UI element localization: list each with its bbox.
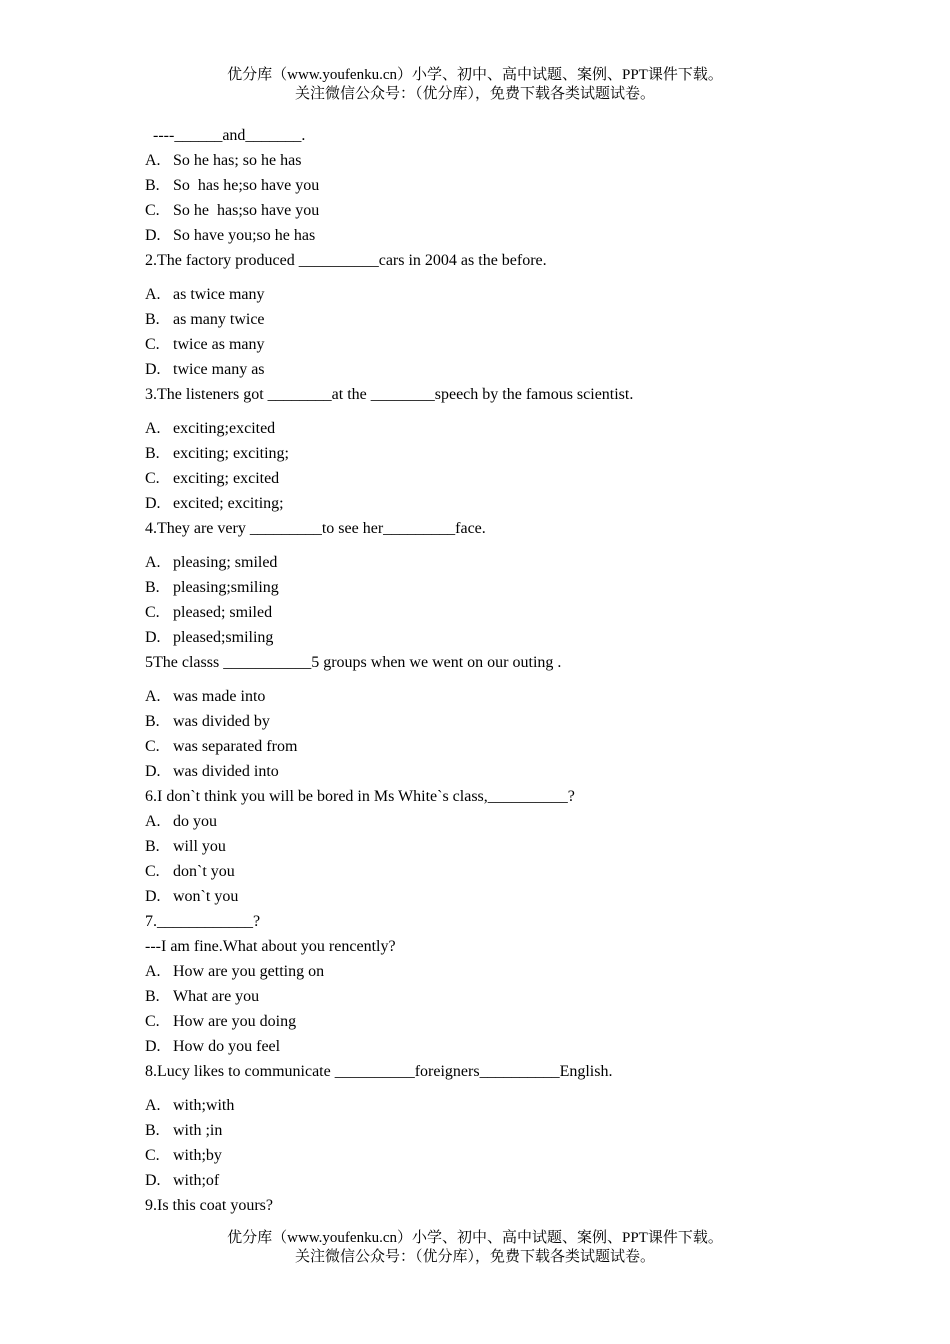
option-letter: A. [145, 152, 161, 169]
q4-stem: 4.They are very _________to see her_________face. [145, 520, 486, 537]
option-letter: C. [145, 470, 160, 487]
option-letter: D. [145, 1038, 161, 1055]
q1-option-c [145, 201, 865, 226]
option-letter: D. [145, 227, 161, 244]
q7-option-d [145, 1037, 865, 1062]
option-text: exciting; exciting; [173, 445, 289, 462]
option-letter: C. [145, 1013, 160, 1030]
q1-option-b [145, 176, 865, 201]
option-text: won`t you [173, 888, 239, 905]
option-letter: D. [145, 495, 161, 512]
q1-option-a [145, 151, 865, 176]
option-text: exciting; excited [173, 470, 280, 487]
q5-option-d [145, 762, 865, 787]
q8-option-b [145, 1121, 865, 1146]
page-footer [0, 1229, 950, 1267]
option-letter: B. [145, 311, 160, 328]
q2-option-d [145, 360, 865, 385]
option-text: How are you getting on [173, 963, 325, 980]
option-letter: A. [145, 813, 161, 830]
q3-option-a [145, 419, 865, 444]
q5-stem: 5The classs ___________5 groups when we went on our outing . [145, 654, 562, 671]
option-letter: A. [145, 963, 161, 980]
q6-option-c [145, 862, 865, 887]
option-letter: B. [145, 1122, 160, 1139]
q3-option-d [145, 494, 865, 519]
q6-option-b [145, 837, 865, 862]
option-letter: A. [145, 688, 161, 705]
q5-option-b [145, 712, 865, 737]
q3-option-b [145, 444, 865, 469]
q9-stem: 9.Is this coat yours? [145, 1197, 273, 1214]
q7-option-b [145, 987, 865, 1012]
q7-option-a [145, 962, 865, 987]
option-text: How do you feel [173, 1038, 281, 1055]
footer-line-2: 关注微信公众号：（优分库），免费下载各类试题试卷。 [294, 1249, 655, 1265]
option-text: with;by [173, 1147, 222, 1164]
option-text: with ;in [173, 1122, 223, 1139]
option-letter: D. [145, 888, 161, 905]
option-letter: B. [145, 838, 160, 855]
option-text: do you [173, 813, 217, 830]
q4-option-b [145, 578, 865, 603]
option-text: What are you [173, 988, 260, 1005]
q6-option-a [145, 812, 865, 837]
footer-line-1: 优分库（www.youfenku.cn）小学、初中、高中试题、案例、PPT课件下载。 [227, 1230, 723, 1246]
option-letter: D. [145, 1172, 161, 1189]
option-text: So have you;so he has [173, 227, 316, 244]
option-text: will you [173, 838, 226, 855]
option-text: pleasing; smiled [173, 554, 278, 571]
q5-option-c [145, 737, 865, 762]
option-text: as twice many [173, 286, 265, 303]
option-text: pleasing;smiling [173, 579, 279, 596]
option-letter: C. [145, 863, 160, 880]
q4-option-c [145, 603, 865, 628]
q8-option-d [145, 1171, 865, 1196]
page-header [0, 66, 950, 104]
header-line-2: 关注微信公众号：（优分库），免费下载各类试题试卷。 [294, 86, 655, 102]
option-text: twice as many [173, 336, 265, 353]
option-text: with;of [173, 1172, 220, 1189]
option-letter: D. [145, 763, 161, 780]
header-line-1: 优分库（www.youfenku.cn）小学、初中、高中试题、案例、PPT课件下载。 [227, 67, 723, 83]
option-letter: B. [145, 445, 160, 462]
option-letter: B. [145, 988, 160, 1005]
q7-stem: 7.____________? [145, 913, 261, 930]
option-text: So he has;so have you [173, 202, 320, 219]
option-text: was made into [173, 688, 266, 705]
q3-option-c [145, 469, 865, 494]
option-letter: A. [145, 420, 161, 437]
option-letter: B. [145, 713, 160, 730]
q2-stem: 2.The factory produced __________cars in 2004 as the before. [145, 252, 547, 269]
option-text: So he has; so he has [173, 152, 302, 169]
option-text: was divided by [173, 713, 270, 730]
option-text: was divided into [173, 763, 279, 780]
option-text: with;with [173, 1097, 235, 1114]
option-letter: C. [145, 604, 160, 621]
option-text: How are you doing [173, 1013, 297, 1030]
q7-reply: ---I am fine.What about you rencently? [145, 938, 396, 955]
q4-option-d [145, 628, 865, 653]
option-text: exciting;excited [173, 420, 276, 437]
option-letter: A. [145, 1097, 161, 1114]
option-letter: C. [145, 1147, 160, 1164]
q1-stem-tail: ----______and_______. [153, 127, 306, 144]
exam-content [145, 126, 865, 1221]
q5-option-a [145, 687, 865, 712]
option-letter: B. [145, 177, 160, 194]
q4-option-a [145, 553, 865, 578]
option-text: don`t you [173, 863, 235, 880]
option-letter: C. [145, 336, 160, 353]
option-letter: B. [145, 579, 160, 596]
q2-option-a [145, 285, 865, 310]
option-text: pleased;smiling [173, 629, 274, 646]
q8-option-c [145, 1146, 865, 1171]
option-text: So has he;so have you [173, 177, 320, 194]
q7-option-c [145, 1012, 865, 1037]
option-text: twice many as [173, 361, 265, 378]
q2-option-c [145, 335, 865, 360]
option-letter: D. [145, 361, 161, 378]
option-letter: C. [145, 738, 160, 755]
option-letter: A. [145, 286, 161, 303]
option-text: pleased; smiled [173, 604, 273, 621]
q8-stem: 8.Lucy likes to communicate __________foreigners__________English. [145, 1063, 613, 1080]
option-letter: D. [145, 629, 161, 646]
q6-option-d [145, 887, 865, 912]
option-text: excited; exciting; [173, 495, 284, 512]
q2-option-b [145, 310, 865, 335]
option-letter: A. [145, 554, 161, 571]
q6-stem: 6.I don`t think you will be bored in Ms White`s class,__________? [145, 788, 575, 805]
q1-option-d [145, 226, 865, 251]
q3-stem: 3.The listeners got ________at the ________speech by the famous scientist. [145, 386, 634, 403]
option-text: was separated from [173, 738, 298, 755]
option-letter: C. [145, 202, 160, 219]
q8-option-a [145, 1096, 865, 1121]
option-text: as many twice [173, 311, 265, 328]
